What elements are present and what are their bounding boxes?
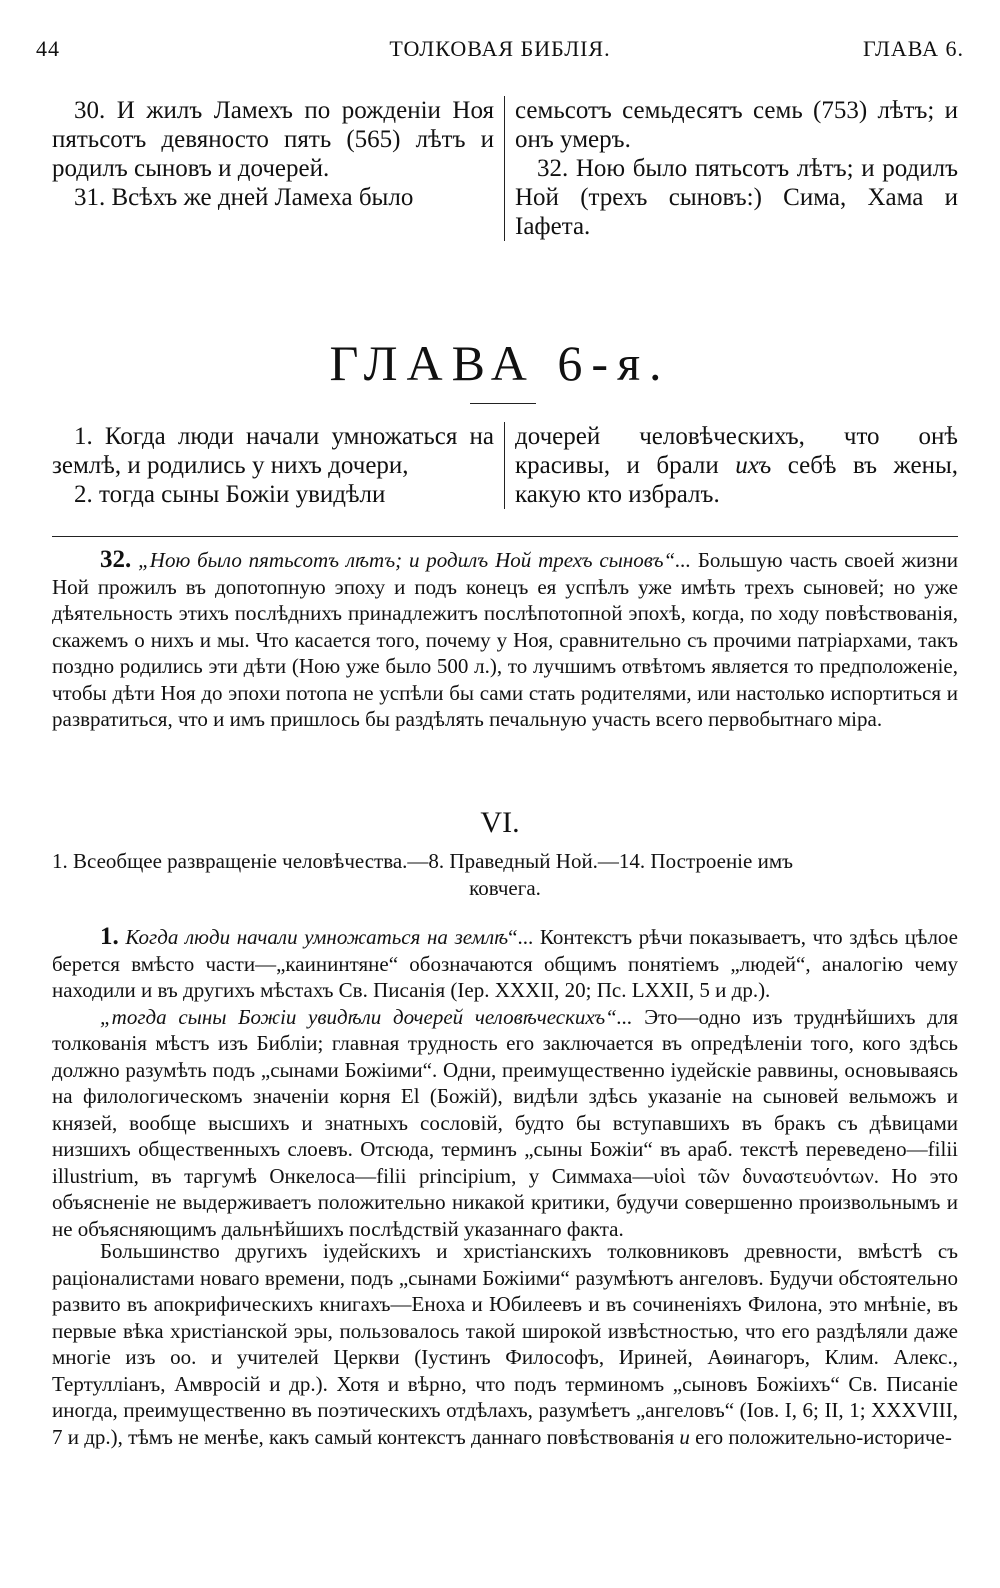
commentary-text: Большинство другихъ іудейскихъ и христіанскихъ толковниковъ древности, вмѣстѣ съ раціоналистами новаго времени, подъ „сынами Божіими“ разумѣютъ ангеловъ. Будучи обстоятельно развито въ апокрифическихъ книгахъ—Еноха и Юбилеевъ и въ сочиненіяхъ Филона, это мнѣніе, въ первые вѣка христіанской эры, пользовалось такой широкой извѣстностью, что его раздѣляли даже многіе изъ оо. и учителей Церкви (Іустинъ Философъ, Ириней, Аѳинагоръ, Клим. Алекс., Тертулліанъ, Амвросій и др.). Хотя и вѣрно, что подъ терминомъ „сыновъ Божіихъ“ Св. Писаніе иногда, преимущественно въ поэтическихъ отдѣлахъ, разумѣетъ „ангеловъ“ (Іов. I, 6; II, 1; XXXVIII, 7 и др.), тѣмъ не менѣе, какъ самый контекстъ даннаго повѣствованія [52,1239,958,1449]
commentary-verse-32 [52,547,958,733]
chapter-title-rule [470,403,536,404]
commentary-verse-1-2 [52,924,958,1242]
commentary-paragraph [52,924,958,1004]
verse-2-text-a: дочерей человѣческихъ, что онѣ красивы, и брали [515,423,958,479]
verse-31-continued: семьсотъ семьдесятъ семь (753) лѣтъ; и онъ умеръ. [515,97,958,153]
commentary-angels [52,1238,958,1450]
commentary-text: . Но это объясненіе не выдерживаетъ положительно никакой критики, будучи совершенно произвольнымъ и не объясняющимъ дальнѣйшихъ послѣдствій указаннаго факта. [52,1163,958,1241]
commentary-paragraph [52,1238,958,1450]
verse-column-right [505,422,958,509]
running-header [36,36,964,70]
chapter-title: ГЛАВА 6-я. [329,335,671,391]
greek-phrase: υἱοὶ τῶν δυναστευόντων [653,1163,874,1188]
commentary-separator [52,536,958,537]
commentary-quote: Когда люди начали умножаться на землѣ [125,925,509,949]
commentary-quote: „тогда сыны Божіи увидѣли дочерей человѣческихъ“... [100,1004,633,1029]
commentary-text: его положительно-историче- [689,1424,952,1449]
commentary-text: Это—одно изъ труднѣйшихъ для толкованія мѣстъ изъ Библіи; главная трудность его заключается въ опредѣленіи того, кого здѣсь должно разумѣть подъ „сынами Божіими“. Одни, преимущественно іудейскіе раввины, основываясь на филологическомъ значеніи корня El (Божій), видѣли здѣсь указаніе на сыновей вельможъ и князей, вообще высшихъ и знатныхъ сословій, будто бы вступавшихъ въ бракъ съ дѣвицами низшихъ общественныхъ слоевъ. Отсюда, терминъ „сыны Божіи“ въ араб. текстѣ переведено—filii illustrium, въ таргумѣ Онкелоса—filii principium, у Симмаха— [52,1004,958,1188]
section-summary [52,848,958,902]
verse-32: 32. Ною было пятьсотъ лѣтъ; и родилъ Ной (трехъ сыновъ:) Сима, Хама и Іафета. [515,155,958,240]
commentary-verse-number: 1. [100,923,119,950]
verse-30: 30. И жилъ Ламехъ по рожденіи Ноя пятьсотъ девяносто пять (565) лѣтъ и родилъ сыновъ и дочерей. [52,97,494,182]
verse-column-left [52,422,505,509]
verse-2-continued [515,422,958,509]
commentary-quote: „Ною было пятьсотъ лѣтъ; и родилъ Ной трехъ сыновъ“... [138,548,691,572]
verse-2-text-b: себѣ въ жены, какую кто избралъ. [515,452,958,508]
verse-2-italic-word: ихъ [735,452,772,479]
commentary-verse-number: 32. [100,546,132,573]
verse-31: 31. Всѣхъ же дней Ламеха было [74,184,414,211]
summary-line: 1. Всеобщее развращеніе человѣчества.—8. Праведный Ной.—14. Построеніе имъ [52,849,793,873]
verse-2: 2. тогда сыны Божіи увидѣли [74,481,386,508]
running-chapter: ГЛАВА 6. [862,36,964,61]
running-title: ТОЛКОВАЯ БИБЛІЯ. [389,36,611,61]
summary-line: ковчега. [469,876,541,900]
verse-column-right [505,96,958,241]
chapter5-verses [52,96,958,241]
verse-1: 1. Когда люди начали умножаться на землѣ, и родились у нихъ дочери, [52,423,494,479]
section-numeral: VI. [480,806,520,839]
chapter6-verses [52,422,958,509]
commentary-italic-word: и [679,1424,690,1449]
commentary-paragraph [52,1004,958,1243]
commentary-text: “... Контекстъ рѣчи показываетъ, что здѣсь цѣлое берется вмѣсто части—„каининтяне“ обозначаются общимъ понятіемъ „людей“, аналогію чему находили и въ другихъ мѣстахъ Св. Писанія (Іер. XXXII, 20; Пс. LXXII, 5 и др.). [52,925,959,1002]
commentary-text: Большую часть своей жизни Ной прожилъ въ допотопную эпоху и подъ конецъ ея успѣлъ уже имѣть трехъ сыновей; но уже дѣятельность этихъ послѣднихъ принадлежитъ послѣпотопной эпохѣ, когда, по ходу повѣствованія, скажемъ о нихъ и мы. Что касается того, почему у Ноя, сравнительно съ прочими патріархами, такъ поздно родились эти дѣти (Ною уже было 500 л.), то лучшимъ отвѣтомъ является то предположеніе, чтобы дѣти Ноя до эпохи потопа не успѣли бы сами стать родителями, или настолько испортиться и развратиться, что и имъ пришлось бы раздѣлять печальную участь всего первобытнаго міра. [52,548,958,731]
verse-column-left [52,96,505,241]
page-number: 44 [36,36,60,61]
commentary-paragraph [52,547,958,733]
